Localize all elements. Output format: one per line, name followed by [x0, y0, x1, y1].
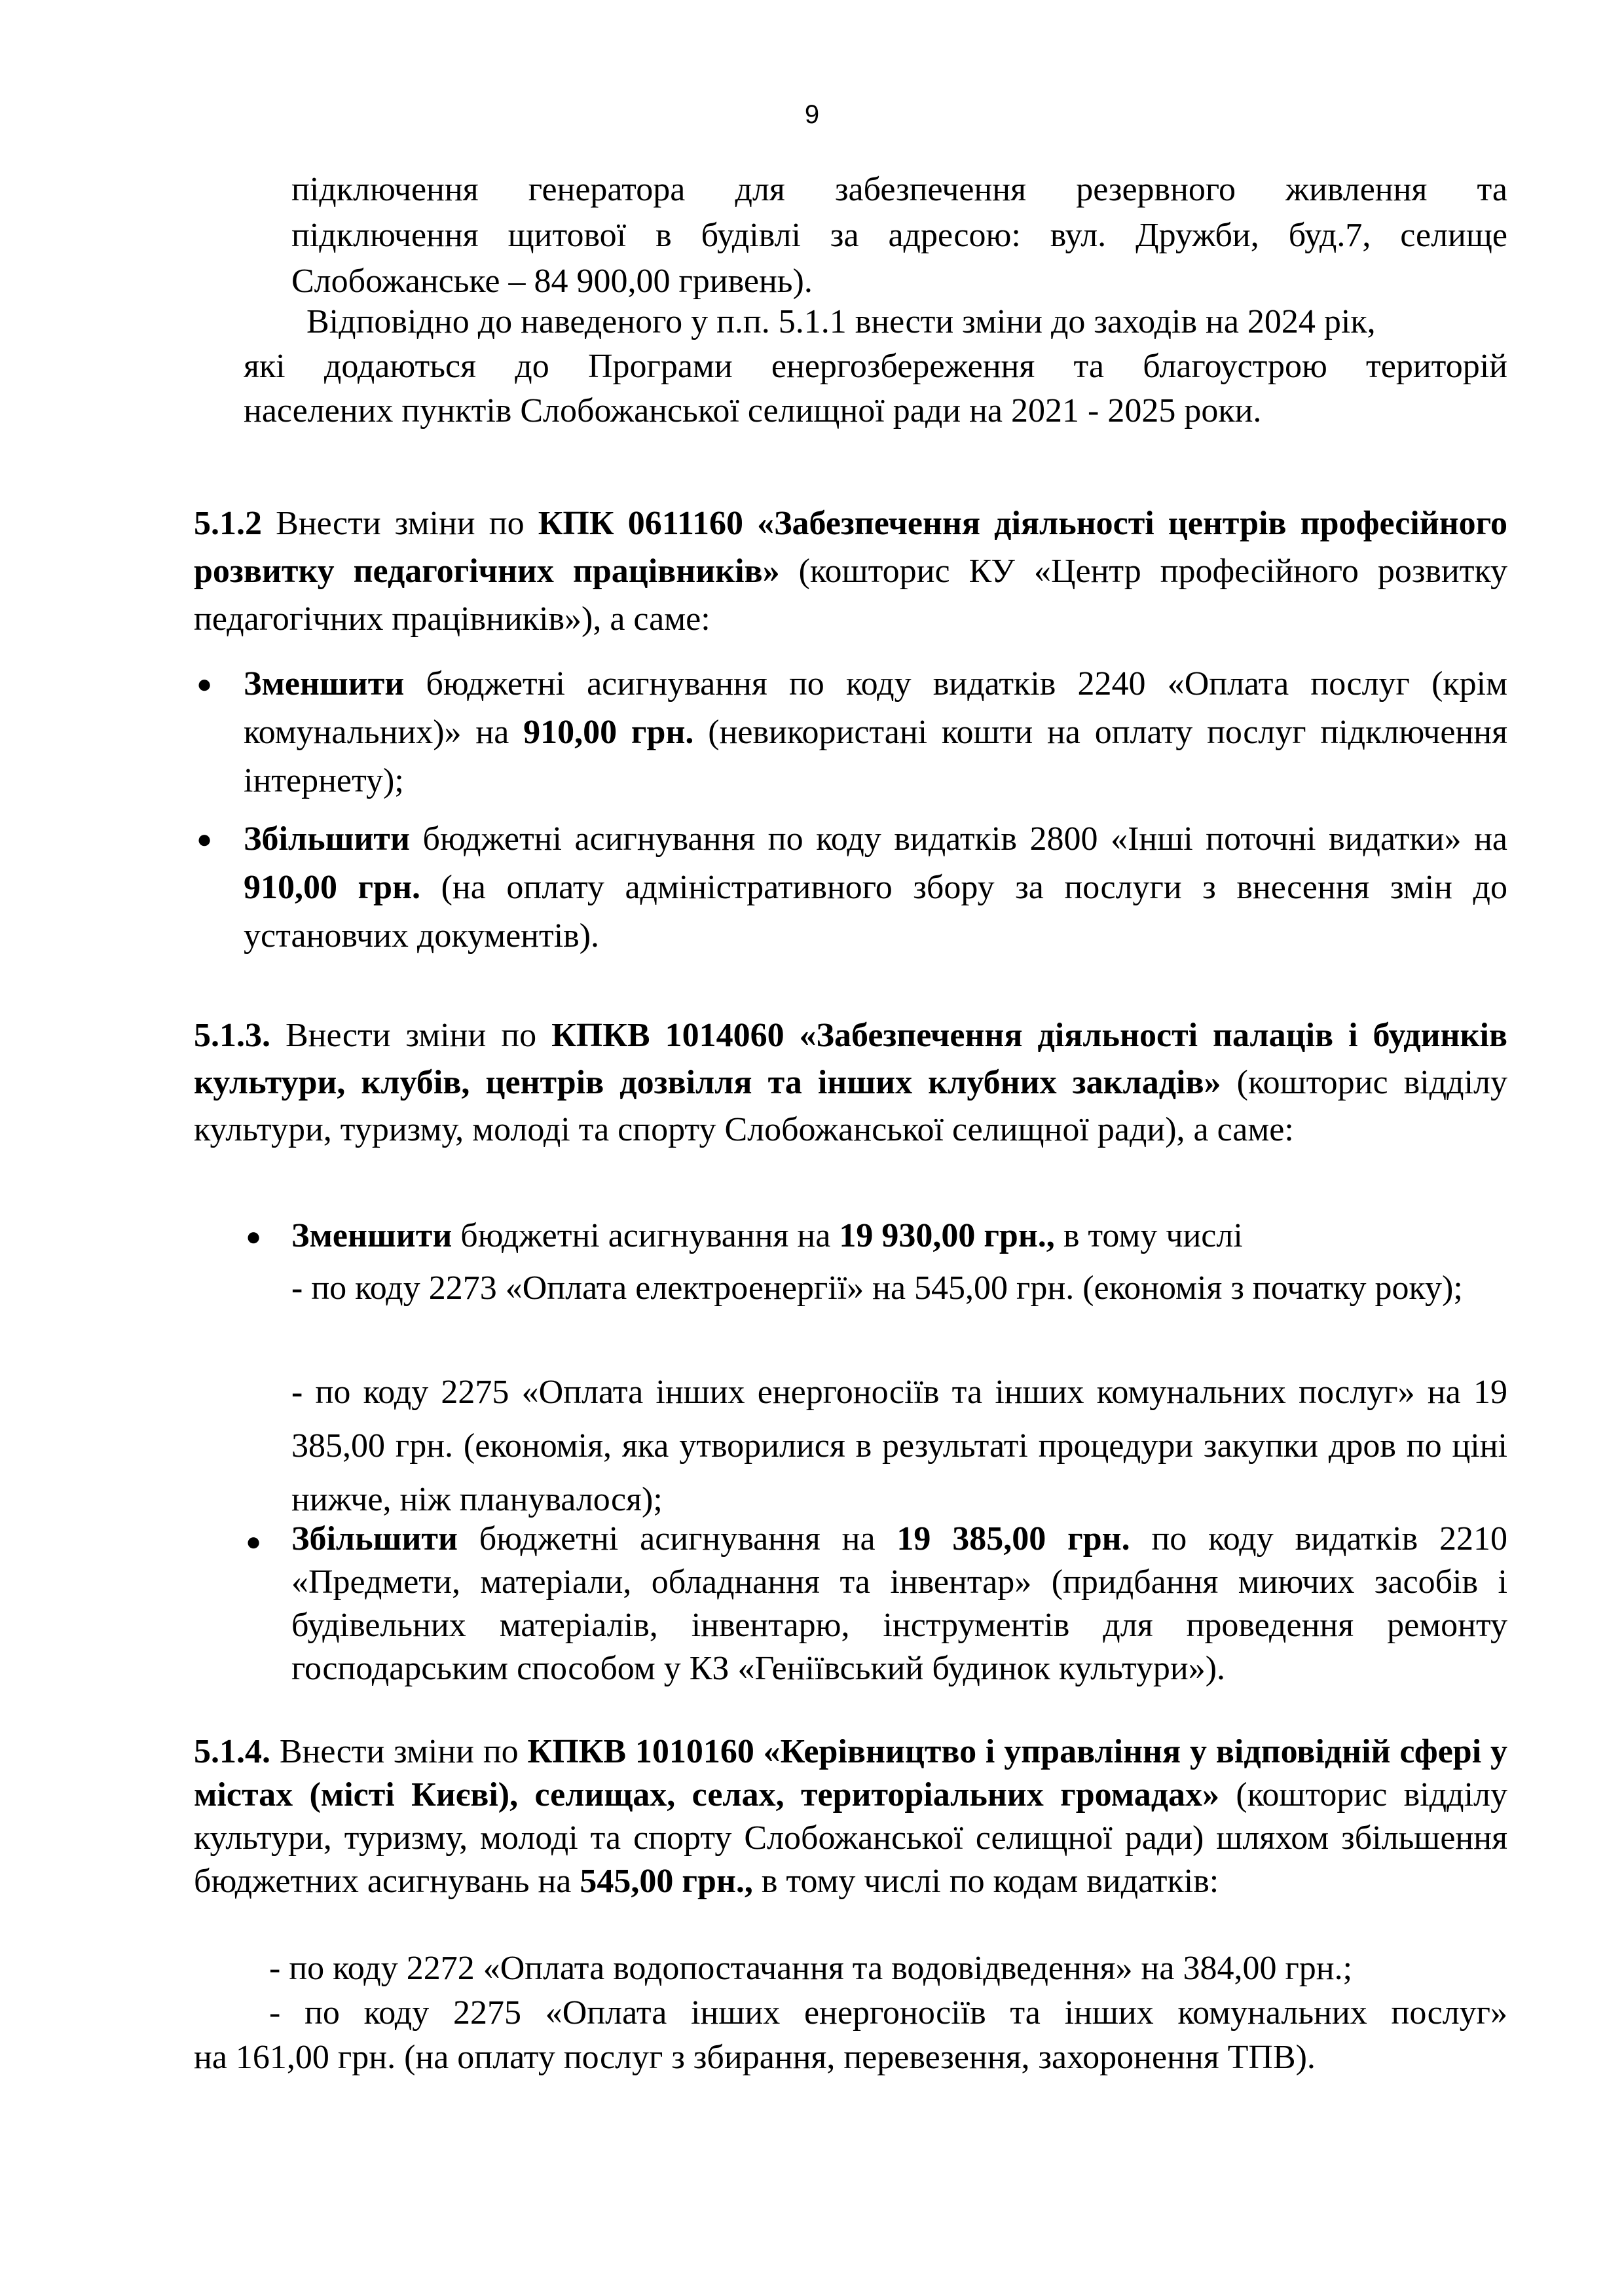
section-5-1-2-bullet-increase: Збільшити бюджетні асигнування по коду видатків 2800 «Інші поточні видатки» на 910,00 грн. (на оплату адміністративного збору за послуги з внесення змін до установчих документів).: [244, 820, 1507, 955]
budget-program: КПКВ 1010160 «Керівництво і управління у відповідній сфері у містах (місті Києві), селищах, селах, територіальних громадах»: [194, 1733, 1507, 1813]
code-line: - по коду 2275 «Оплата інших енергоносіїв та інших комунальних послуг»: [269, 1994, 1507, 2032]
code-line: на 161,00 грн. (на оплату послуг з збирання, перевезення, захоронення ТПВ).: [194, 2039, 1316, 2076]
intro-line: підключення щитової в будівлі за адресою: вул. Дружби, буд.7, селище: [291, 217, 1507, 254]
bullet-icon: ●: [246, 1527, 262, 1556]
intro-line: Слобожанське – 84 900,00 гривень).: [291, 263, 813, 300]
section-5-1-3-bullet-decrease: Зменшити бюджетні асигнування на 19 930,00 грн., в тому числі: [291, 1217, 1243, 1254]
code-line: - по коду 2272 «Оплата водопостачання та водовідведення» на 384,00 грн.;: [269, 1950, 1353, 1987]
section-5-1-3-sub-2275: - по коду 2275 «Оплата інших енергоносіїв та інших комунальних послуг» на 19 385,00 грн. (економія, яка утворилися в результаті процедури закупки дров по ціні нижче, ніж планувалося);: [291, 1374, 1507, 1518]
intro-line: населених пунктів Слобожанської селищної ради на 2021 - 2025 роки.: [244, 392, 1262, 429]
budget-program: КПК 0611160 «Забезпечення діяльності центрів професійного розвитку педагогічних працівників»: [194, 505, 1507, 590]
page-number: 9: [804, 100, 820, 129]
section-5-1-3-bullet-increase: Збільшити бюджетні асигнування на 19 385,00 грн. по коду видатків 2210 «Предмети, матеріали, обладнання та інвентар» (придбання миючих засобів і будівельних матеріалів, інвентарю, інструментів для проведення ремонту господарським способом у КЗ «Геніївський будинок культури»).: [291, 1520, 1507, 1687]
bullet-icon: ●: [246, 1222, 262, 1251]
section-5-1-3-sub-2273: - по коду 2273 «Оплата електроенергії» на 545,00 грн. (економія з початку року);: [291, 1269, 1463, 1307]
section-5-1-2-heading: 5.1.2 Внести зміни по КПК 0611160 «Забезпечення діяльності центрів професійного розвитку педагогічних працівників» (кошторис КУ «Центр професійного розвитку педагогічних працівників»), а саме:: [194, 505, 1507, 638]
intro-paragraph-2: [244, 300, 1507, 433]
intro-line: Відповідно до наведеного у п.п. 5.1.1 внести зміни до заходів на 2024 рік,: [306, 303, 1376, 340]
section-5-1-2-bullet-decrease: Зменшити бюджетні асигнування по коду видатків 2240 «Оплата послуг (крім комунальних)» на 910,00 грн. (невикористані кошти на оплату послуг підключення інтернету);: [244, 665, 1508, 799]
section-number: 5.1.3.: [194, 1017, 270, 1054]
intro-paragraph: [291, 167, 1507, 304]
bullet-icon: ●: [196, 824, 213, 854]
bullet-icon: ●: [196, 669, 213, 699]
section-5-1-3-heading: 5.1.3. Внести зміни по КПКВ 1014060 «Забезпечення діяльності палаців і будинків культури, клубів, центрів дозвілля та інших клубних закладів» (кошторис відділу культури, туризму, молоді та спорту Слобожанської селищної ради), а саме:: [194, 1017, 1507, 1148]
section-number: 5.1.2: [194, 505, 262, 542]
section-5-1-4-codes: [194, 1946, 1507, 2080]
section-number: 5.1.4.: [194, 1733, 270, 1770]
budget-program: КПКВ 1014060 «Забезпечення діяльності палаців і будинків культури, клубів, центрів дозвілля та інших клубних закладів»: [194, 1017, 1507, 1101]
intro-line: підключення генератора для забезпечення резервного живлення та: [291, 171, 1507, 208]
intro-line: які додаються до Програми енергозбереження та благоустрою територій: [244, 348, 1507, 385]
section-5-1-4-heading: 5.1.4. Внести зміни по КПКВ 1010160 «Керівництво і управління у відповідній сфері у містах (місті Києві), селищах, селах, територіальних громадах» (кошторис відділу культури, туризму, молоді та спорту Слобожанської селищної ради) шляхом збільшення бюджетних асигнувань на 545,00 грн., в тому числі по кодам видатків:: [194, 1733, 1507, 1900]
